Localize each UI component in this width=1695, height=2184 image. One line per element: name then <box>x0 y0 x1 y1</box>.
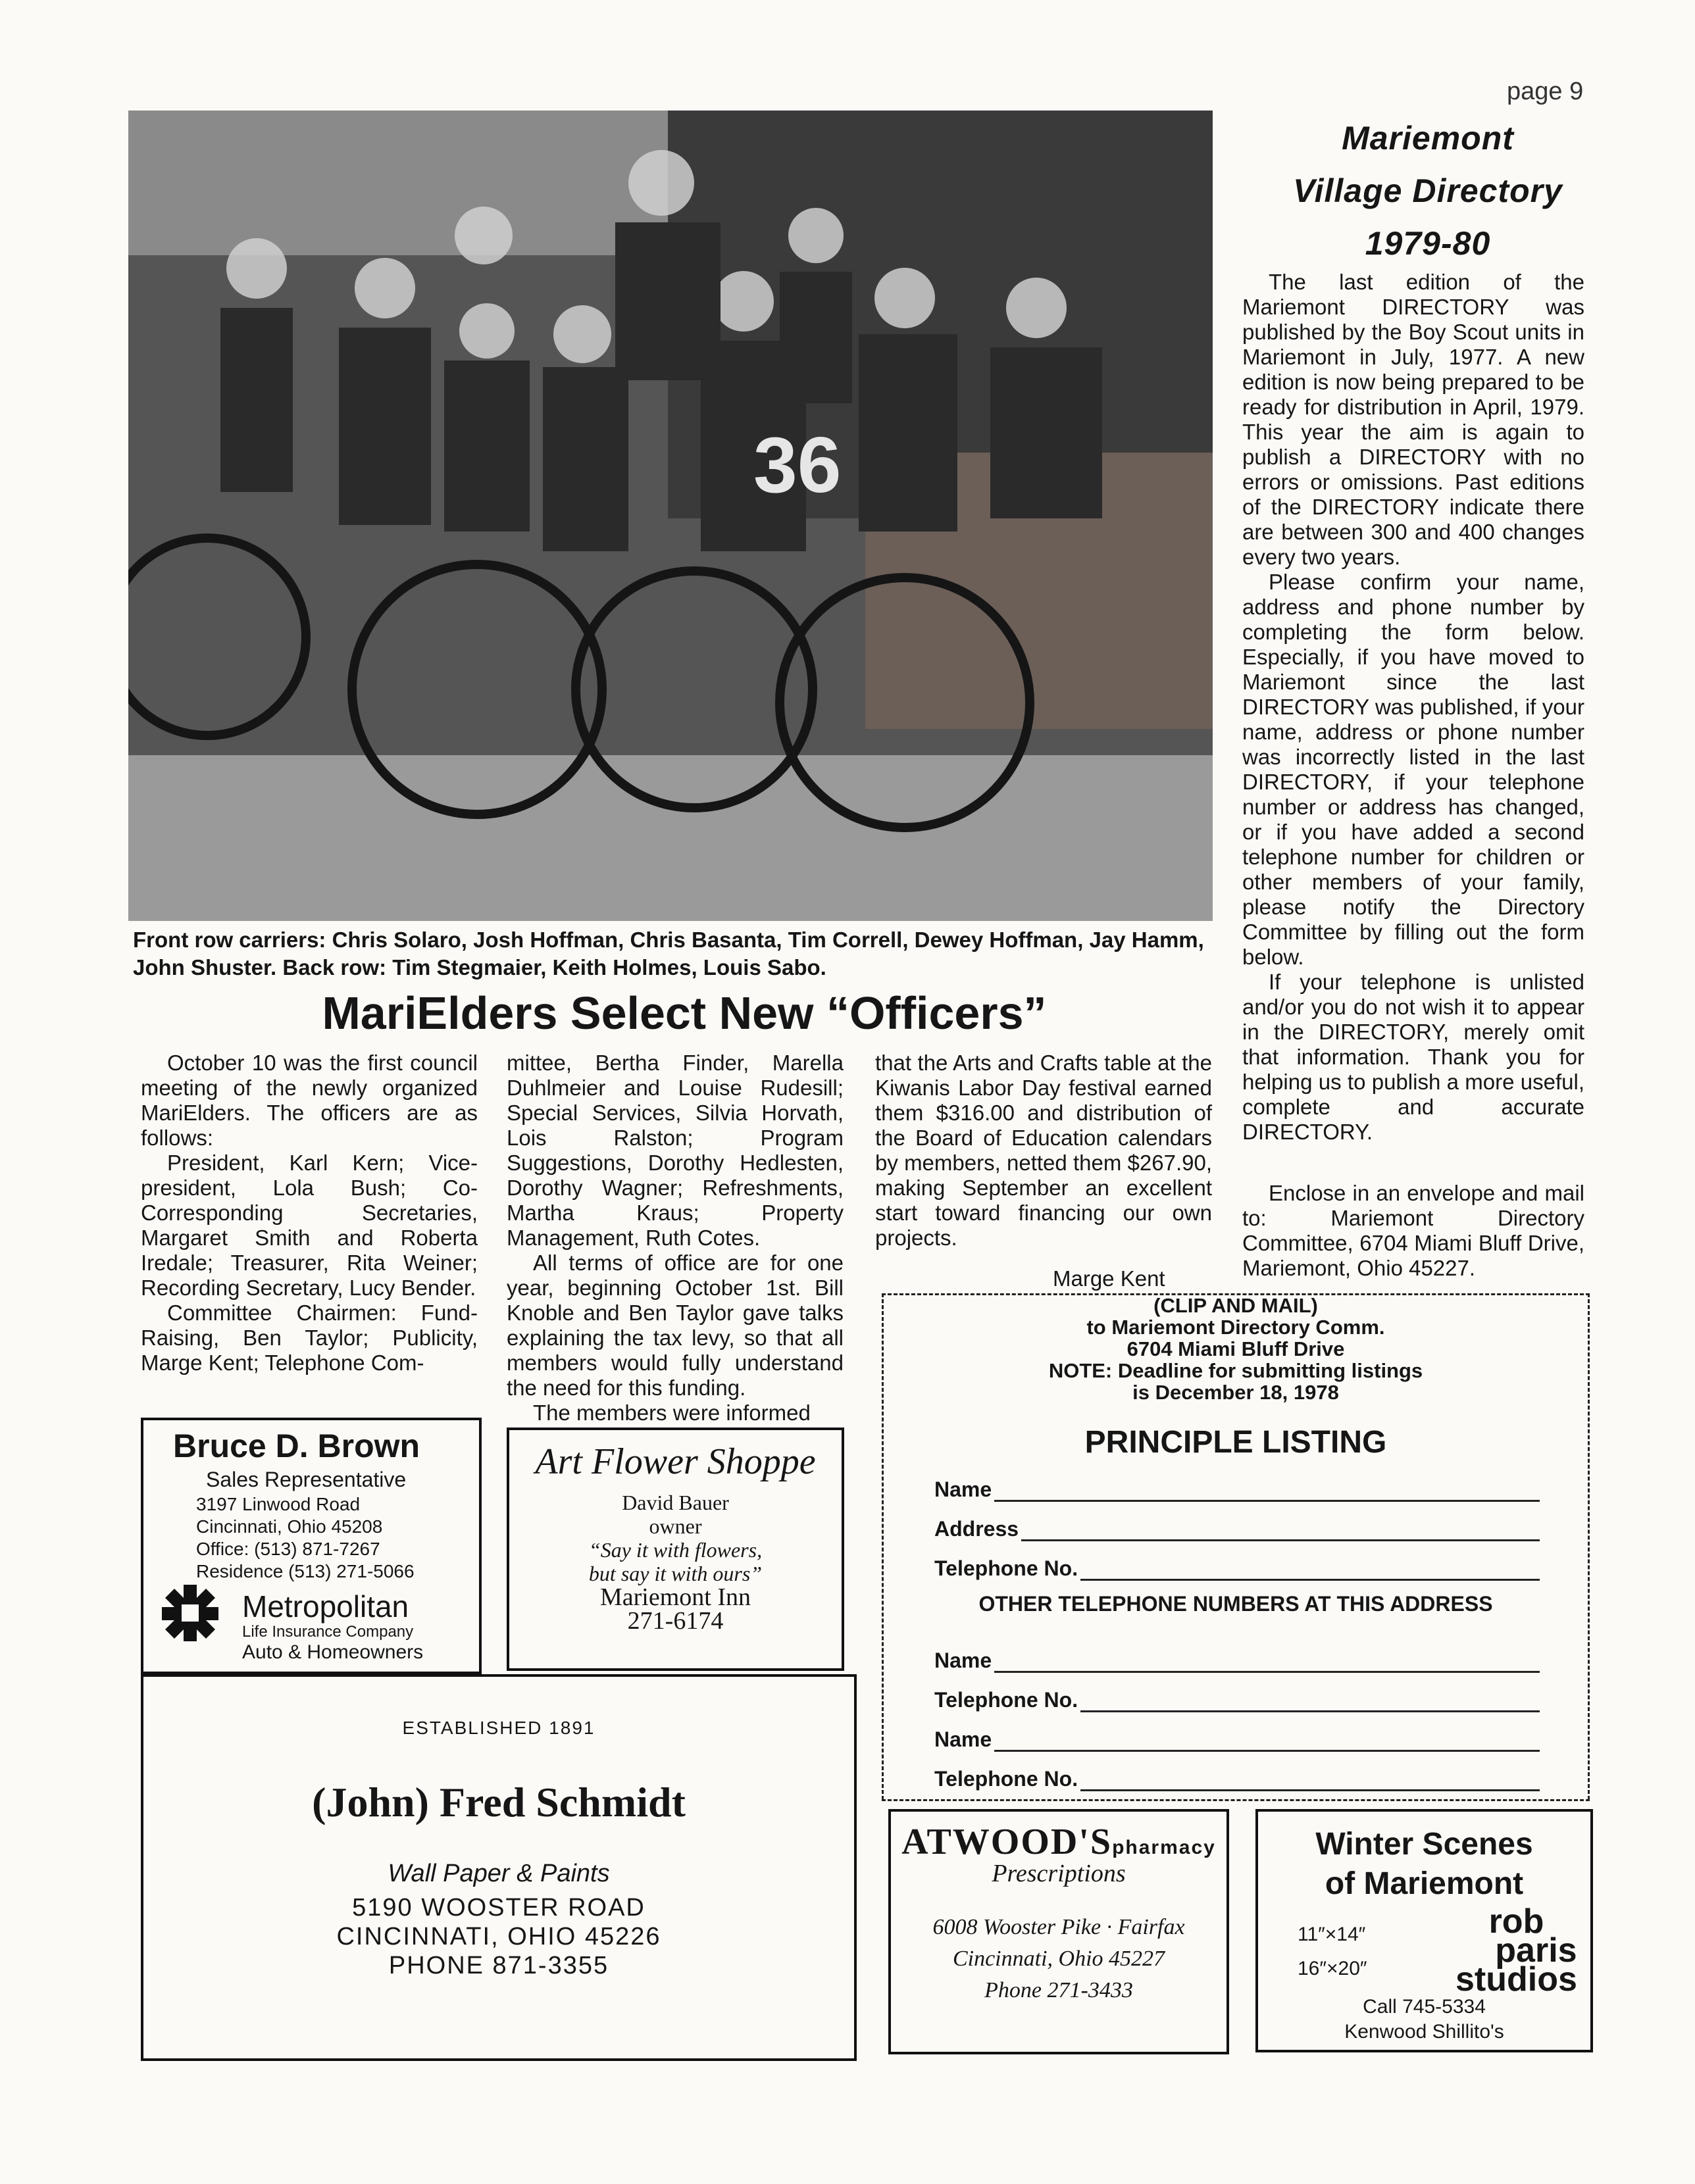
article-column-2 <box>507 1051 844 1426</box>
ad-winter-scenes <box>1255 1809 1593 2052</box>
ad-company: Metropolitan <box>242 1589 409 1624</box>
form-cut-line-bottom <box>882 1799 1590 1801</box>
ad-company-sub: Life Insurance Company <box>242 1623 414 1641</box>
ad-title: Sales Representative <box>206 1468 407 1491</box>
ad-fred-schmidt <box>141 1674 857 2061</box>
jersey-number: 36 <box>753 421 842 509</box>
form-label: Name <box>934 1649 992 1672</box>
ad-slogan-line2: but say it with ours” <box>588 1562 763 1585</box>
directory-title-line1: Mariemont <box>1342 120 1514 157</box>
ad-title-line2: of Mariemont <box>1325 1866 1524 1901</box>
ad-address-block <box>891 1912 1227 2006</box>
ad-office-phone: Office: (513) 871-7267 <box>196 1539 380 1559</box>
ad-name <box>891 1821 1227 1863</box>
form-other-numbers-heading: OTHER TELEPHONE NUMBERS AT THIS ADDRESS <box>978 1592 1493 1616</box>
form-title: PRINCIPLE LISTING <box>1084 1425 1387 1460</box>
ad-name: Art Flower Shoppe <box>535 1441 816 1482</box>
article-paragraph: Committee Chairmen: Fund-Raising, Ben Taylor; Publicity, Marge Kent; Telephone Com- <box>141 1301 478 1375</box>
directory-paragraph: The last edition of the Mariemont DIRECTORY was published by the Boy Scout units in Mariemont in July, 1977. A new edition is now being prepared to be ready for distribution in April, 1979. This year the aim is again to publish a DIRECTORY with no errors or omissions. Past editions of the DIRECTORY indicate there are between 300 and 400 changes every two years. <box>1242 270 1584 569</box>
ad-owner-name: David Bauer <box>622 1491 729 1514</box>
ad-name: (John) Fred Schmidt <box>312 1779 686 1825</box>
ad-address: 5190 WOOSTER ROAD <box>352 1894 645 1922</box>
ad-logo-line2: paris <box>1495 1931 1577 1970</box>
ad-phone: Phone 271-3433 <box>984 1978 1133 2002</box>
ad-print-size: 11″×14″ <box>1298 1923 1366 1945</box>
ad-address: 6008 Wooster Pike · Fairfax <box>932 1915 1185 1939</box>
group-photo <box>128 111 1213 921</box>
ad-slogan-line1: “Say it with flowers, <box>588 1538 763 1562</box>
ad-location: Mariemont Inn <box>599 1583 751 1611</box>
form-label: Name <box>934 1477 992 1501</box>
article-paragraph: President, Karl Kern; Vice-president, Lola Bush; Co-Corresponding Secretaries, Margaret Smith and Roberta Iredale; Treasurer, Rita Weiner; Recording Secretary, Lucy Bender. <box>141 1151 478 1300</box>
form-label: Telephone No. <box>934 1767 1078 1791</box>
form-clip-label: (CLIP AND MAIL) <box>1153 1294 1318 1317</box>
ad-prescriptions: Prescriptions <box>992 1860 1126 1887</box>
ad-atwoods-pharmacy <box>888 1809 1229 2054</box>
ad-owner-title: owner <box>649 1514 702 1538</box>
article-paragraph: mittee, Bertha Finder, Marella Duhlmeier and Louise Rudesill; Special Services, Silvia Horvath, Lois Ralston; Program Suggestions, Dorothy Hedlesten, Dorothy Wagner; Refreshments, Martha Kraus; Property Management, Ruth Cotes. <box>507 1051 844 1250</box>
form-recipient: to Mariemont Directory Comm. <box>1086 1316 1385 1339</box>
ad-logo-line1: rob <box>1488 1902 1544 1941</box>
directory-title <box>1250 112 1606 270</box>
form-other-name-field[interactable] <box>934 1649 1540 1673</box>
form-label: Name <box>934 1727 992 1751</box>
form-other-telephone-field[interactable] <box>934 1767 1540 1791</box>
ad-established: ESTABLISHED 1891 <box>402 1718 595 1738</box>
article-byline: Marge Kent <box>1053 1266 1165 1291</box>
ad-phone: Call 745-5334 <box>1363 1996 1486 2018</box>
metropolitan-logo-icon <box>162 1585 218 1641</box>
ad-city: CINCINNATI, OHIO 45226 <box>336 1923 661 1950</box>
article-headline: MariElders Select New “Officers” <box>322 987 1047 1039</box>
ad-title <box>1258 1825 1590 1904</box>
form-other-telephone-field[interactable] <box>934 1688 1540 1712</box>
directory-article <box>1242 270 1584 1145</box>
ad-brand: ATWOOD'S <box>901 1822 1113 1862</box>
ad-title-line1: Winter Scenes <box>1315 1827 1533 1862</box>
ad-subtitle: Wall Paper & Paints <box>388 1860 610 1887</box>
ad-art-flower-shoppe <box>507 1427 844 1671</box>
ad-phone: PHONE 871-3355 <box>388 1952 609 1979</box>
form-deadline-note: NOTE: Deadline for submitting listings <box>1048 1359 1423 1382</box>
article-paragraph: that the Arts and Crafts table at the Kiwanis Labor Day festival earned them $316.00 and distribution of the Board of Education calendars by members, netted them $267.90, making September an excellent start toward financing our own projects. <box>875 1051 1212 1250</box>
form-deadline-date: is December 18, 1978 <box>1132 1381 1339 1404</box>
article-paragraph: The members were informed <box>533 1401 811 1425</box>
directory-paragraph: If your telephone is unlisted and/or you do not wish it to appear in the DIRECTORY, merely omit that information. Thank you for helping us to publish a more useful, complete and accurate DIRECTORY. <box>1242 970 1584 1144</box>
ad-phone: 271-6174 <box>627 1607 724 1635</box>
directory-mailing-instructions: Enclose in an envelope and mail to: Mariemont Directory Committee, 6704 Miami Bluff Drive, Mariemont, Ohio 45227. <box>1242 1181 1584 1280</box>
ad-address: 3197 Linwood Road <box>196 1494 361 1514</box>
directory-paragraph: Please confirm your name, address and phone number by completing the form below. Especially, if you have moved to Mariemont since the last DIRECTORY was published, if your name, address or phone number was incorrectly listed in the last DIRECTORY, if your telephone number or address has changed, or if you have added a second telephone number for children or other members of your family, please notify the Directory Committee by filling out the form below. <box>1242 570 1584 969</box>
article-paragraph: All terms of office are for one year, beginning October 1st. Bill Knoble and Ben Taylor gave talks explaining the tax levy, so that all members would fully understand the need for this funding. <box>507 1251 844 1400</box>
ad-residence-phone: Residence (513) 271-5066 <box>196 1561 415 1581</box>
form-other-name-field[interactable] <box>934 1727 1540 1752</box>
article-paragraph: October 10 was the first council meeting of the newly organized MariElders. The officers are as follows: <box>141 1051 478 1150</box>
form-recipient-address: 6704 Miami Bluff Drive <box>1126 1337 1345 1360</box>
ad-store: Kenwood Shillito's <box>1344 2021 1504 2043</box>
ad-tagline: Auto & Homeowners <box>242 1641 424 1663</box>
form-label: Telephone No. <box>934 1688 1078 1712</box>
form-name-field[interactable] <box>934 1477 1540 1502</box>
article-column-1 <box>141 1051 478 1376</box>
form-header <box>882 1295 1590 1403</box>
article-column-3 <box>875 1051 1212 1251</box>
ad-city: Cincinnati, Ohio 45227 <box>952 1947 1165 1971</box>
ad-pharmacy-label: pharmacy <box>1112 1837 1216 1858</box>
page-number: page 9 <box>1507 78 1584 105</box>
form-address-field[interactable] <box>934 1517 1540 1541</box>
ad-name: Bruce D. Brown <box>173 1427 420 1464</box>
ad-studio-logo <box>1455 1902 1577 1998</box>
ad-metropolitan-insurance <box>141 1418 482 1674</box>
directory-title-line3: 1979-80 <box>1365 225 1491 262</box>
directory-title-line2: Village Directory <box>1293 172 1563 209</box>
ad-logo-line3: studios <box>1455 1960 1577 1998</box>
form-label: Address <box>934 1517 1019 1541</box>
ad-print-size: 16″×20″ <box>1298 1958 1367 1979</box>
form-telephone-field[interactable] <box>934 1556 1540 1581</box>
photo-caption: Front row carriers: Chris Solaro, Josh Hoffman, Chris Basanta, Tim Correll, Dewey Hoffman, Jay Hamm, John Shuster. Back row: Tim Stegmaier, Keith Holmes, Louis Sabo. <box>133 928 1204 980</box>
form-label: Telephone No. <box>934 1556 1078 1580</box>
ad-city: Cincinnati, Ohio 45208 <box>196 1516 383 1537</box>
